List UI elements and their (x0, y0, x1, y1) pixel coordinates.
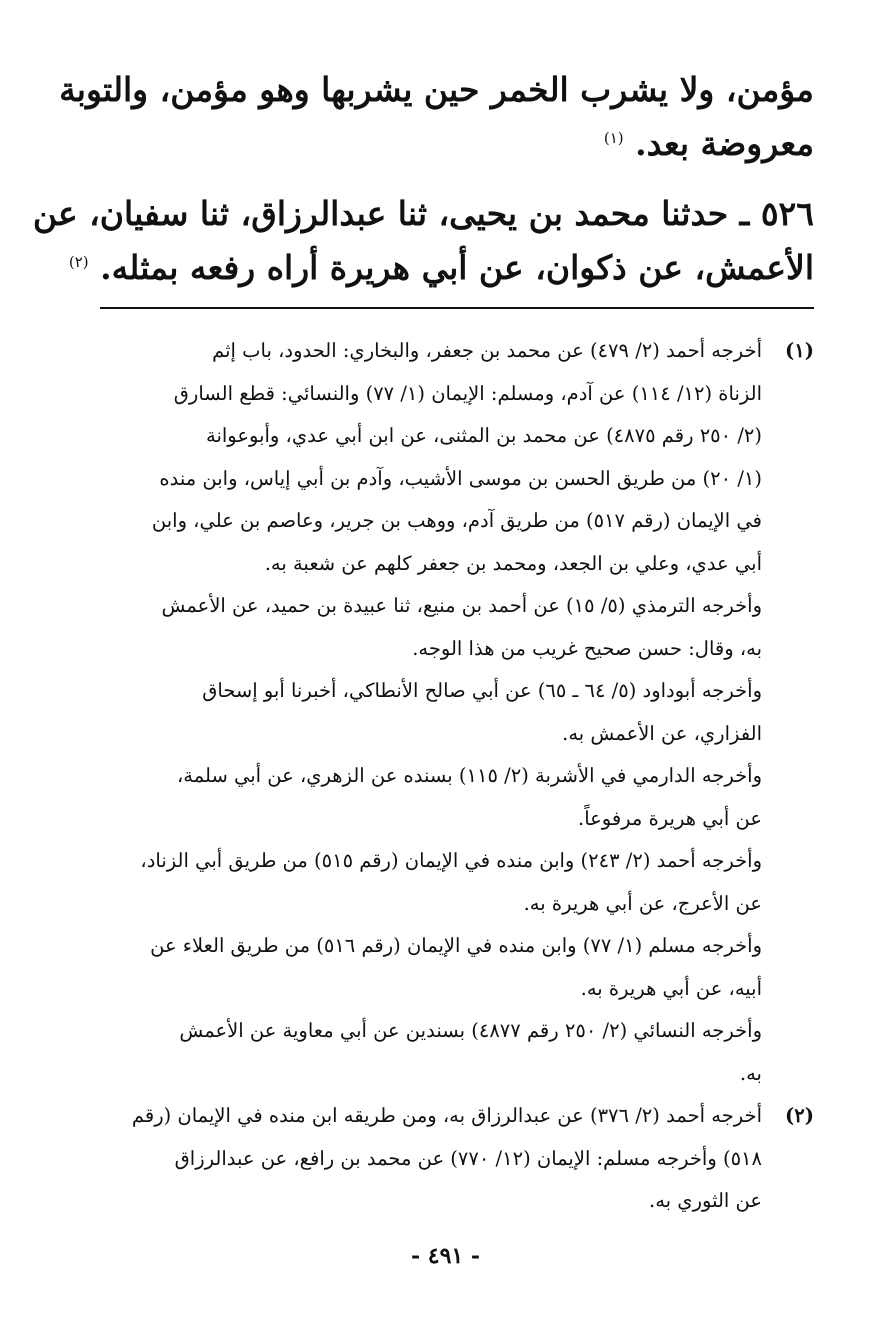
footnote-line: وأخرجه أحمد (٢/ ٢٤٣) وابن منده في الإيمان (رقم ٥١٥) من طريق أبي الزناد، (140, 849, 762, 872)
footnote-1-muslim (100, 925, 814, 1010)
hadith-paragraph-continuation (59, 66, 814, 168)
footnote-body (100, 755, 762, 840)
footnote-line: وأخرجه مسلم (١/ ٧٧) وابن منده في الإيمان (رقم ٥١٦) من طريق العلاء عن (150, 934, 762, 957)
footnote-line: (١/ ٢٠) من طريق الحسن بن موسى الأشيب، وآدم بن أبي إياس، وابن منده (159, 466, 762, 490)
footnote-body (100, 585, 762, 670)
footnote-line: الفزاري، عن الأعمش به. (562, 721, 762, 745)
footnote-line: به، وقال: حسن صحيح غريب من هذا الوجه. (412, 636, 762, 660)
footnote-1 (100, 330, 814, 585)
footnote-number (762, 1010, 814, 1095)
footnote-reference: (٢) (68, 253, 89, 271)
footnotes-section (100, 330, 814, 1223)
footnote-1-abudawud (100, 670, 814, 755)
footnote-line: عن أبي هريرة مرفوعاً. (578, 806, 762, 830)
footnote-body (100, 1095, 762, 1223)
footnote-number (762, 925, 814, 1010)
footnote-number: (١) (785, 339, 814, 362)
main-text-line-content: الأعمش، عن ذكوان، عن أبي هريرة أراه رفعه بمثله. (100, 248, 814, 287)
footnote-line: وأخرجه الترمذي (٥/ ١٥) عن أحمد بن منيع، ثنا عبيدة بن حميد، عن الأعمش (161, 594, 762, 617)
footnote-line: في الإيمان (رقم ٥١٧) من طريق آدم، ووهب بن جرير، وعاصم بن علي، وابن (151, 509, 762, 532)
footnote-number: (٢) (785, 1104, 814, 1127)
footnote-1-ahmad (100, 840, 814, 925)
main-text-line (100, 114, 814, 168)
page-number: - ٤٩١ - (410, 1243, 481, 1269)
footnote-body (100, 330, 762, 585)
footnote-line: به. (739, 1061, 762, 1085)
footnote-line: عن الأعرج، عن أبي هريرة به. (523, 891, 762, 915)
main-text-line-content: معروضة بعد. (635, 124, 814, 163)
main-text-line: ٥٢٦ ـ حدثنا محمد بن يحيى، ثنا عبدالرزاق، ثنا سفيان، عن (32, 194, 814, 233)
footnote-line: وأخرجه أبوداود (٥/ ٦٤ ـ ٦٥) عن أبي صالح الأنطاكي، أخبرنا أبو إسحاق (202, 679, 762, 702)
footnote-line: وأخرجه النسائي (٢/ ٢٥٠ رقم ٤٨٧٧) بسندين عن أبي معاوية عن الأعمش (179, 1019, 762, 1042)
footnote-line: ٥١٨) وأخرجه مسلم: الإيمان (١٢/ ٧٧٠) عن محمد بن رافع، عن عبدالرزاق (174, 1146, 762, 1170)
footnote-1-nasai (100, 1010, 814, 1095)
footnote-number (762, 840, 814, 925)
footnote-number (762, 585, 814, 670)
footnote-line: أبيه، عن أبي هريرة به. (580, 976, 762, 1000)
footnote-line: الزناة (١٢/ ١١٤) عن آدم، ومسلم: الإيمان (١/ ٧٧) والنسائي: قطع السارق (173, 381, 762, 405)
main-text-line: مؤمن، ولا يشرب الخمر حين يشربها وهو مؤمن، والتوبة (59, 70, 814, 109)
footnote-line: عن الثوري به. (649, 1189, 762, 1212)
footnote-body (100, 670, 762, 755)
footnote-1-darimi (100, 755, 814, 840)
footnote-2 (100, 1095, 814, 1223)
main-text-line (68, 238, 814, 292)
footnote-reference: (١) (603, 129, 624, 147)
footnote-body (100, 840, 762, 925)
hadith-paragraph-526 (32, 190, 814, 292)
footnote-line: أخرجه أحمد (٢/ ٣٧٦) عن عبدالرزاق به، ومن طريقه ابن منده في الإيمان (رقم (131, 1104, 762, 1127)
footnote-divider (100, 307, 814, 309)
footnote-line: وأخرجه الدارمي في الأشربة (٢/ ١١٥) بسنده عن الزهري، عن أبي سلمة، (176, 764, 762, 787)
footnote-number (762, 755, 814, 840)
footnote-body (100, 925, 762, 1010)
footnote-line: (٢/ ٢٥٠ رقم ٤٨٧٥) عن محمد بن المثنى، عن ابن أبي عدي، وأبوعوانة (206, 424, 762, 447)
footnote-number (762, 670, 814, 755)
footnote-line: أبي عدي، وعلي بن الجعد، ومحمد بن جعفر كلهم عن شعبة به. (264, 551, 762, 575)
footnote-1-tirmidhi (100, 585, 814, 670)
footnote-line: أخرجه أحمد (٢/ ٤٧٩) عن محمد بن جعفر، والبخاري: الحدود، باب إثم (212, 339, 762, 362)
footnote-body (100, 1010, 762, 1095)
